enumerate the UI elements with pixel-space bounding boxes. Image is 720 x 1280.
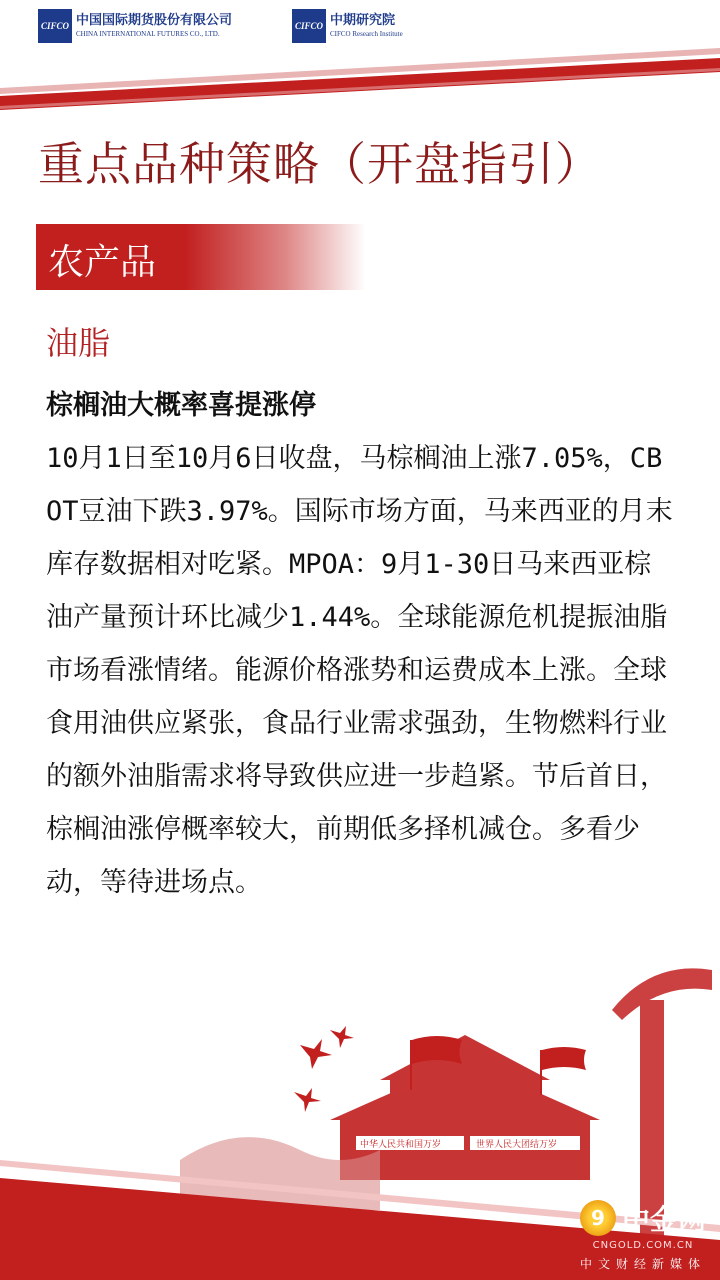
brand-url: CNGOLD.COM.CN — [592, 1240, 694, 1251]
cifco-logo[interactable] — [38, 8, 232, 44]
research-institute-logo[interactable] — [292, 8, 403, 44]
page-title: 重点品种策略（开盘指引） — [38, 137, 602, 191]
cngold-logo-icon: 9 — [580, 1200, 616, 1236]
article-headline: 棕榈油大概率喜提涨停 — [46, 390, 316, 421]
company-name-cn: 中国国际期货股份有限公司 — [76, 13, 233, 28]
brand-name: 中金网 — [621, 1203, 706, 1236]
banner-left: 中华人民共和国万岁 — [360, 1140, 442, 1150]
article-body: 10月1日至10月6日收盘，马棕榈油上涨7.05%，CBOT豆油下跌3.97%。国际市场方面，马来西亚的月末库存数据相对吃紧。MPOA：9月1-30日马来西亚棕油产量预计环比减少1.44%。全球能源危机提振油脂市场看涨情绪。能源价格涨势和运费成本上涨。全球食用油供应紧张，食品行业需求强劲，生物燃料行业的额外油脂需求将导致供应进一步趋紧。节后首日，棕榈油涨停概率较大，前期低多择机减仓。多看少动，等待进场点。 — [46, 443, 673, 898]
footer-scene — [0, 940, 720, 1280]
section-label: 农产品 — [48, 242, 157, 283]
subsection-title: 油脂 — [46, 324, 111, 362]
header — [0, 0, 720, 110]
research-logo-icon: CIFCO — [292, 9, 326, 43]
institute-name-en: CIFCO Research Institute — [330, 30, 403, 38]
banner-right: 世界人民大团结万岁 — [476, 1140, 558, 1150]
section-banner — [36, 224, 366, 290]
company-name-en: CHINA INTERNATIONAL FUTURES CO., LTD. — [76, 30, 220, 38]
cngold-brand[interactable] — [580, 1198, 706, 1272]
brand-slogan: 中文财经新媒体 — [579, 1257, 706, 1271]
cifco-logo-icon: CIFCO — [38, 9, 72, 43]
institute-name-cn: 中期研究院 — [330, 13, 396, 28]
